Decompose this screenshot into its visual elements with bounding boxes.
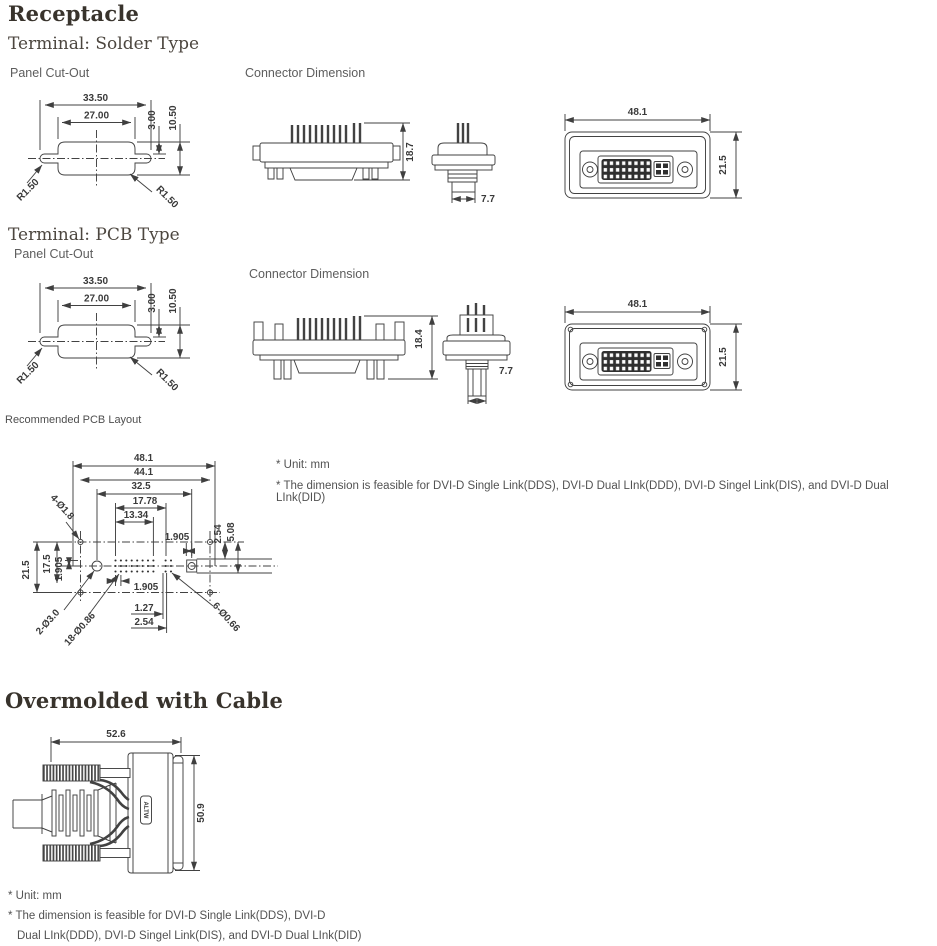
dim-outer-width: 33.50	[82, 93, 109, 104]
dim-pin-span: 17.78	[132, 496, 158, 507]
pcb-subtitle: Terminal: PCB Type	[8, 225, 180, 245]
connector-body	[128, 753, 183, 873]
brand-label: ALTW	[142, 801, 148, 819]
dim-front-height: 21.5	[718, 347, 729, 367]
pcb-panel-cutout-label: Panel Cut-Out	[14, 247, 94, 261]
receptacle-note-unit: * Unit: mm	[276, 459, 330, 471]
dim-overall-height: 21.5	[21, 560, 32, 580]
dim-height: 10.50	[168, 288, 179, 314]
solder-front-view-drawing	[556, 100, 771, 212]
dim-side-height: 18.7	[405, 142, 416, 162]
solder-body	[253, 123, 410, 180]
dim-hole-span: 44.1	[133, 467, 154, 478]
dim-radius-right: R1.50	[153, 183, 181, 211]
dim-depth: 7.7	[499, 366, 513, 377]
thumbscrew-bottom-knurl	[43, 845, 100, 861]
dim-right-large: 5.08	[226, 522, 237, 542]
dim-cable-height: 50.9	[196, 803, 207, 823]
dim-front-width: 48.1	[627, 299, 648, 310]
layout-lines	[33, 461, 278, 633]
pcb-panel-cutout-drawing	[14, 269, 233, 401]
callout-signal-holes: 18-Ø0.86	[62, 610, 98, 649]
thumbscrew-top-knurl	[43, 765, 100, 781]
dvi-pin-grid	[602, 352, 651, 372]
pcb-layout-label: Recommended PCB Layout	[5, 414, 142, 426]
dim-offset-small: 1.27	[134, 603, 154, 614]
dim-offset-large: 2.54	[134, 617, 154, 628]
solder-connector-side-drawing	[248, 115, 428, 210]
cable-and-boot	[13, 783, 116, 843]
pcb-pins	[298, 316, 360, 340]
dim-depth: 7.7	[481, 194, 495, 205]
thumbscrew-bottom-shaft	[100, 849, 130, 858]
solder-pins	[292, 123, 360, 143]
profile-pins	[458, 123, 468, 143]
overmolded-note-feasible-2: Dual LInk(DDD), DVI-D Singel Link(DIS), and DVI-D Dual LInk(DID)	[17, 930, 362, 942]
pcb-connector-side-drawing	[248, 294, 443, 399]
callout-boss-holes: 2-Ø3.0	[34, 607, 63, 638]
dim-boss-span: 32.5	[131, 481, 151, 492]
overmolded-title: Overmolded with Cable	[5, 688, 284, 713]
callout-contact-holes: 6-Ø0.66	[209, 600, 242, 635]
solder-subtitle: Terminal: Solder Type	[8, 34, 200, 54]
receptacle-note-feasible: * The dimension is feasible for DVI-D Single Link(DDS), DVI-D Dual LInk(DDD), DVI-D Singel Link(DIS), and DVI-D Dual LInk(DID)	[276, 480, 889, 504]
dim-radius-left: R1.50	[14, 176, 42, 204]
overmolded-note-unit: * Unit: mm	[8, 890, 62, 902]
c5-microcross	[656, 356, 668, 367]
dim-front-height: 21.5	[718, 155, 729, 175]
pcb-layout-drawing	[20, 443, 310, 658]
dim-radius-right: R1.50	[153, 366, 181, 394]
dim-pin-field: 13.34	[123, 510, 149, 521]
dim-notch: 3.00	[147, 293, 158, 313]
solder-connector-dimension-label: Connector Dimension	[245, 66, 366, 80]
dim-height: 10.50	[168, 105, 179, 131]
solder-panel-cutout-label: Panel Cut-Out	[10, 66, 90, 80]
dim-outer-width: 33.50	[82, 276, 109, 287]
dim-right-small: 2.54	[213, 524, 224, 544]
dim-front-width: 48.1	[627, 107, 648, 118]
solder-panel-cutout-drawing	[14, 86, 233, 218]
overmolded-note-feasible-1: * The dimension is feasible for DVI-D Single Link(DDS), DVI-D	[8, 910, 326, 922]
dim-side-height: 18.4	[414, 329, 425, 349]
front-outline	[565, 306, 742, 390]
thumbscrew-top-shaft	[100, 769, 130, 778]
pcb-front-view-drawing	[556, 292, 771, 404]
dvi-pin-grid	[602, 160, 651, 180]
dim-row-pitch: 1.905	[54, 556, 65, 582]
dim-notch: 3.00	[147, 110, 158, 130]
front-outline	[565, 114, 742, 198]
profile-pins	[468, 303, 484, 332]
dim-col-pitch: 1.905	[133, 582, 159, 593]
dim-radius-left: R1.50	[14, 359, 42, 387]
dim-cable-width: 52.6	[106, 729, 126, 740]
dim-inner-width: 27.00	[83, 293, 110, 305]
solder-connector-profile-drawing	[430, 115, 530, 210]
dim-row-span: 17.5	[42, 554, 53, 574]
receptacle-title: Receptacle	[8, 1, 140, 26]
pcb-connector-profile-drawing	[432, 294, 532, 406]
c5-microcross	[656, 164, 668, 175]
dim-overall-width: 48.1	[133, 453, 154, 464]
overmolded-cable-drawing	[12, 726, 232, 884]
dim-inner-width: 27.00	[83, 110, 110, 122]
callout-corner-holes: 4-Ø1.8	[47, 492, 76, 523]
dim-c5-pitch: 1.905	[164, 532, 190, 543]
pcb-connector-dimension-label: Connector Dimension	[249, 267, 370, 281]
